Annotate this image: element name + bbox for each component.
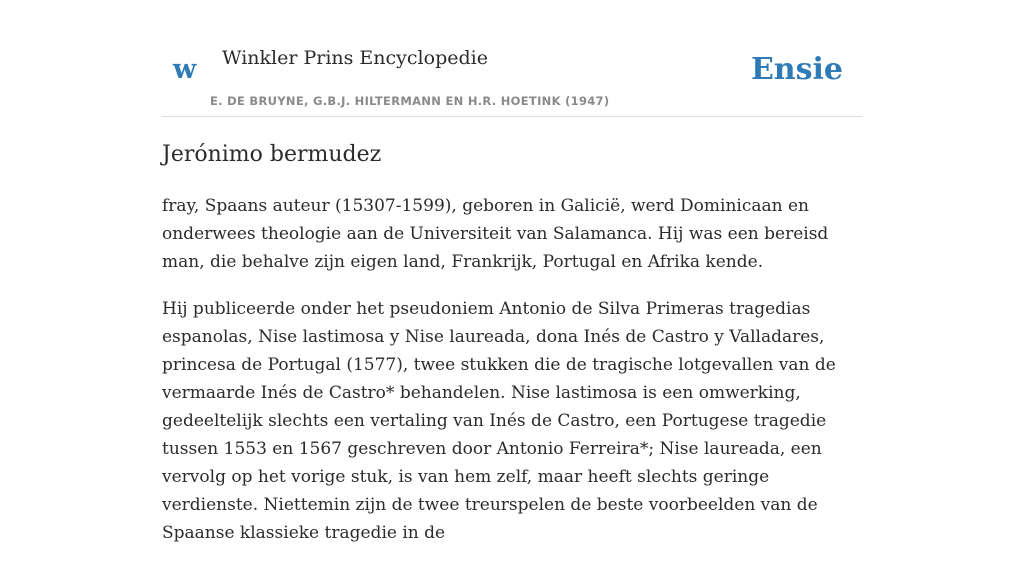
- article-title: Jerónimo bermudez: [162, 142, 382, 167]
- source-header: [162, 0, 862, 117]
- page: [162, 0, 862, 543]
- brand-logo-link[interactable]: Ensie: [750, 52, 843, 87]
- source-logo[interactable]: w: [173, 54, 197, 85]
- article-paragraph: fray, Spaans auteur (15307-1599), geboren in Galicië, werd Dominicaan en onderwees theologie aan de Universiteit van Salamanca. Hij was een bereisd man, die behalve zijn eigen land, Frankrijk, Portugal en Afrika kende.: [162, 196, 829, 272]
- source-authors: E. DE BRUYNE, G.B.J. HILTERMANN EN H.R. HOETINK (1947): [210, 94, 610, 108]
- source-title[interactable]: Winkler Prins Encyclopedie: [222, 47, 488, 69]
- article-body: [162, 192, 862, 566]
- article-paragraph: Hij publiceerde onder het pseudoniem Antonio de Silva Primeras tragedias espanolas, Nise lastimosa y Nise laureada, dona Inés de Castro y Valladares, princesa de Portugal (1577), twee stukken die de tragische lotgevallen van de vermaarde Inés de Castro* behandelen. Nise lastimosa is een omwerking, gedeeltelijk slechts een vertaling van Inés de Castro, een Portugese tragedie tussen 1553 en 1567 geschreven door Antonio Ferreira*; Nise laureada, een vervolg op het vorige stuk, is van hem zelf, maar heeft slechts geringe verdienste. Niettemin zijn de twee treurspelen de beste voorbeelden van de Spaanse klassieke tragedie in de: [162, 299, 836, 543]
